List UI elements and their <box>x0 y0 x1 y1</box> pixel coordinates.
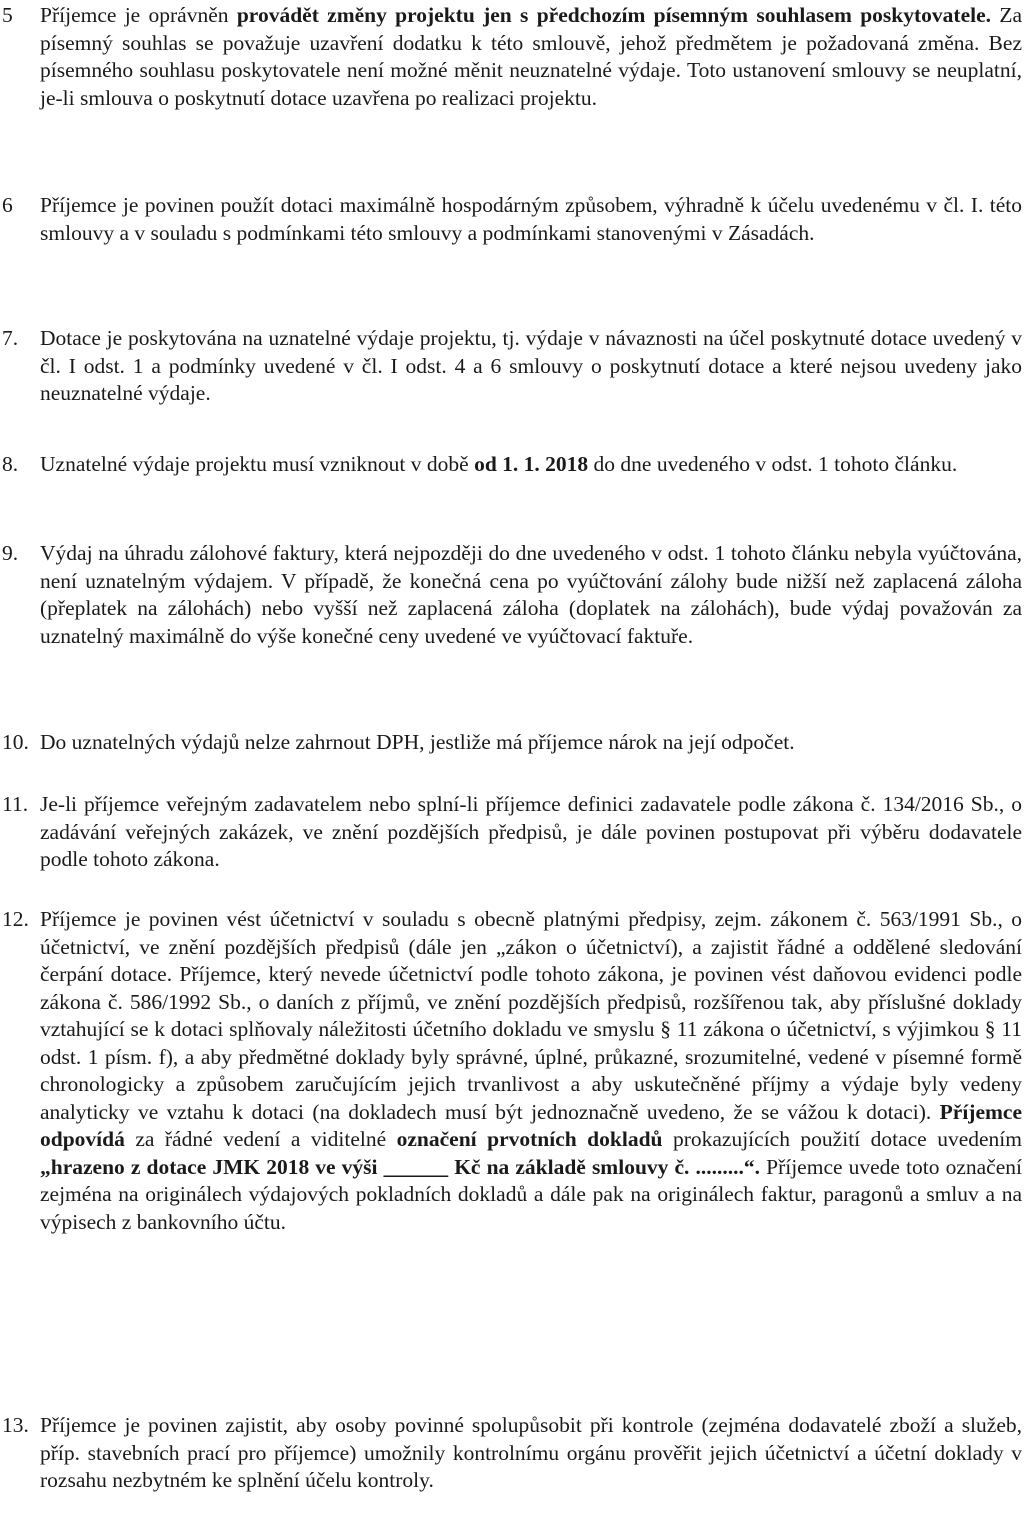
clause-text: Dotace je poskytována na uznatelné výdaje projektu, tj. výdaje v návaznosti na účel poskytnuté dotace uvedený v čl. I odst. 1 a podmínky uvedené v čl. I odst. 4 a 6 smlouvy o poskytnutí dotace a které nejsou uvedeny jako neuznatelné výdaje. <box>40 326 1022 405</box>
clause-text: Do uznatelných výdajů nelze zahrnout DPH, jestliže má příjemce nárok na její odpočet. <box>40 730 795 754</box>
clause-text: Příjemce je povinen zajistit, aby osoby povinné spolupůsobit při kontrole (zejména dodavatelé zboží a služeb, příp. stavebních prací pro příjemce) umožnily kontrolnímu orgánu prověřit jejich účetnictví a účetní doklady v rozsahu nezbytném ke splnění účelu kontroly. <box>40 1413 1022 1492</box>
clause-number: 5 <box>2 3 13 27</box>
clause-number: 10. <box>2 730 29 754</box>
clause-text: Výdaj na úhradu zálohové faktury, která nejpozději do dne uvedeného v odst. 1 tohoto článku nebyla vyúčtována, není uznatelným výdajem. V případě, že konečná cena po vyúčtování zálohy bude nižší než zaplacená záloha (přeplatek na zálohách) nebo vyšší než zaplacená záloha (doplatek na zálohách), bude výdaj považován za uznatelný maximálně do výše konečné ceny uvedené ve vyúčtovací faktuře. <box>40 541 1022 648</box>
clause-number: 13. <box>2 1413 29 1437</box>
clause-number: 7. <box>2 326 19 350</box>
clause-number: 9. <box>2 541 19 565</box>
clause-text: Příjemce je povinen použít dotaci maximálně hospodárným způsobem, výhradně k účelu uvedenému v čl. I. této smlouvy a v souladu s podmínkami této smlouvy a podmínkami stanovenými v Zásadách. <box>40 193 1022 245</box>
clause-number: 11. <box>2 792 29 816</box>
clause-text: Je-li příjemce veřejným zadavatelem nebo splní-li příjemce definici zadavatele podle zákona č. 134/2016 Sb., o zadávání veřejných zakázek, ve znění pozdějších předpisů, je dále povinen postupovat při výběru dodavatele podle tohoto zákona. <box>40 792 1022 871</box>
clause-number: 12. <box>2 907 29 931</box>
clause-text: Příjemce je oprávněn provádět změny projektu jen s předchozím písemným souhlasem poskytovatele. Za písemný souhlas se považuje uzavření dodatku k této smlouvě, jehož předmětem je požadovaná změna. Bez písemného souhlasu poskytovatele není možné měnit neuznatelné výdaje. Toto ustanovení smlouvy se neuplatní, je-li smlouva o poskytnutí dotace uzavřena po realizaci projektu. <box>40 3 1022 110</box>
clause-text: Uznatelné výdaje projektu musí vzniknout v době od 1. 1. 2018 do dne uvedeného v odst. 1 tohoto článku. <box>40 452 958 476</box>
clause-number: 6 <box>2 193 13 217</box>
clause-number: 8. <box>2 452 19 476</box>
clause-text: Příjemce je povinen vést účetnictví v souladu s obecně platnými předpisy, zejm. zákonem č. 563/1991 Sb., o účetnictví, ve znění pozdějších předpisů (dále jen „zákon o účetnictví), a zajistit řádné a oddělené sledování čerpání dotace. Příjemce, který nevede účetnictví podle tohoto zákona, je povinen vést daňovou evidenci podle zákona č. 586/1992 Sb., o daních z příjmů, ve znění pozdějších předpisů, rozšířenou tak, aby příslušné doklady vztahující se k dotaci splňovaly náležitosti účetního dokladu ve smyslu § 11 zákona o účetnictví, s výjimkou § 11 odst. 1 písm. f), a aby předmětné doklady byly správné, úplné, průkazné, srozumitelné, vedené v písemné formě chronologicky a způsobem zaručujícím jejich trvanlivost a aby uskutečněné příjmy a výdaje byly vedeny analyticky ve vztahu k dotaci (na dokladech musí být jednoznačně uvedeno, že se vážou k dotaci). Příjemce odpovídá za řádné vedení a viditelné označení prvotních dokladů prokazujících použití dotace uvedením „hrazeno z dotace JMK 2018 ve výši ______ Kč na základě smlouvy č. .........“. Příjemce uvede toto označení zejména na originálech výdajových pokladních dokladů a dále pak na originálech faktur, paragonů a smluv a na výpisech z bankovního účtu. <box>40 907 1022 1234</box>
